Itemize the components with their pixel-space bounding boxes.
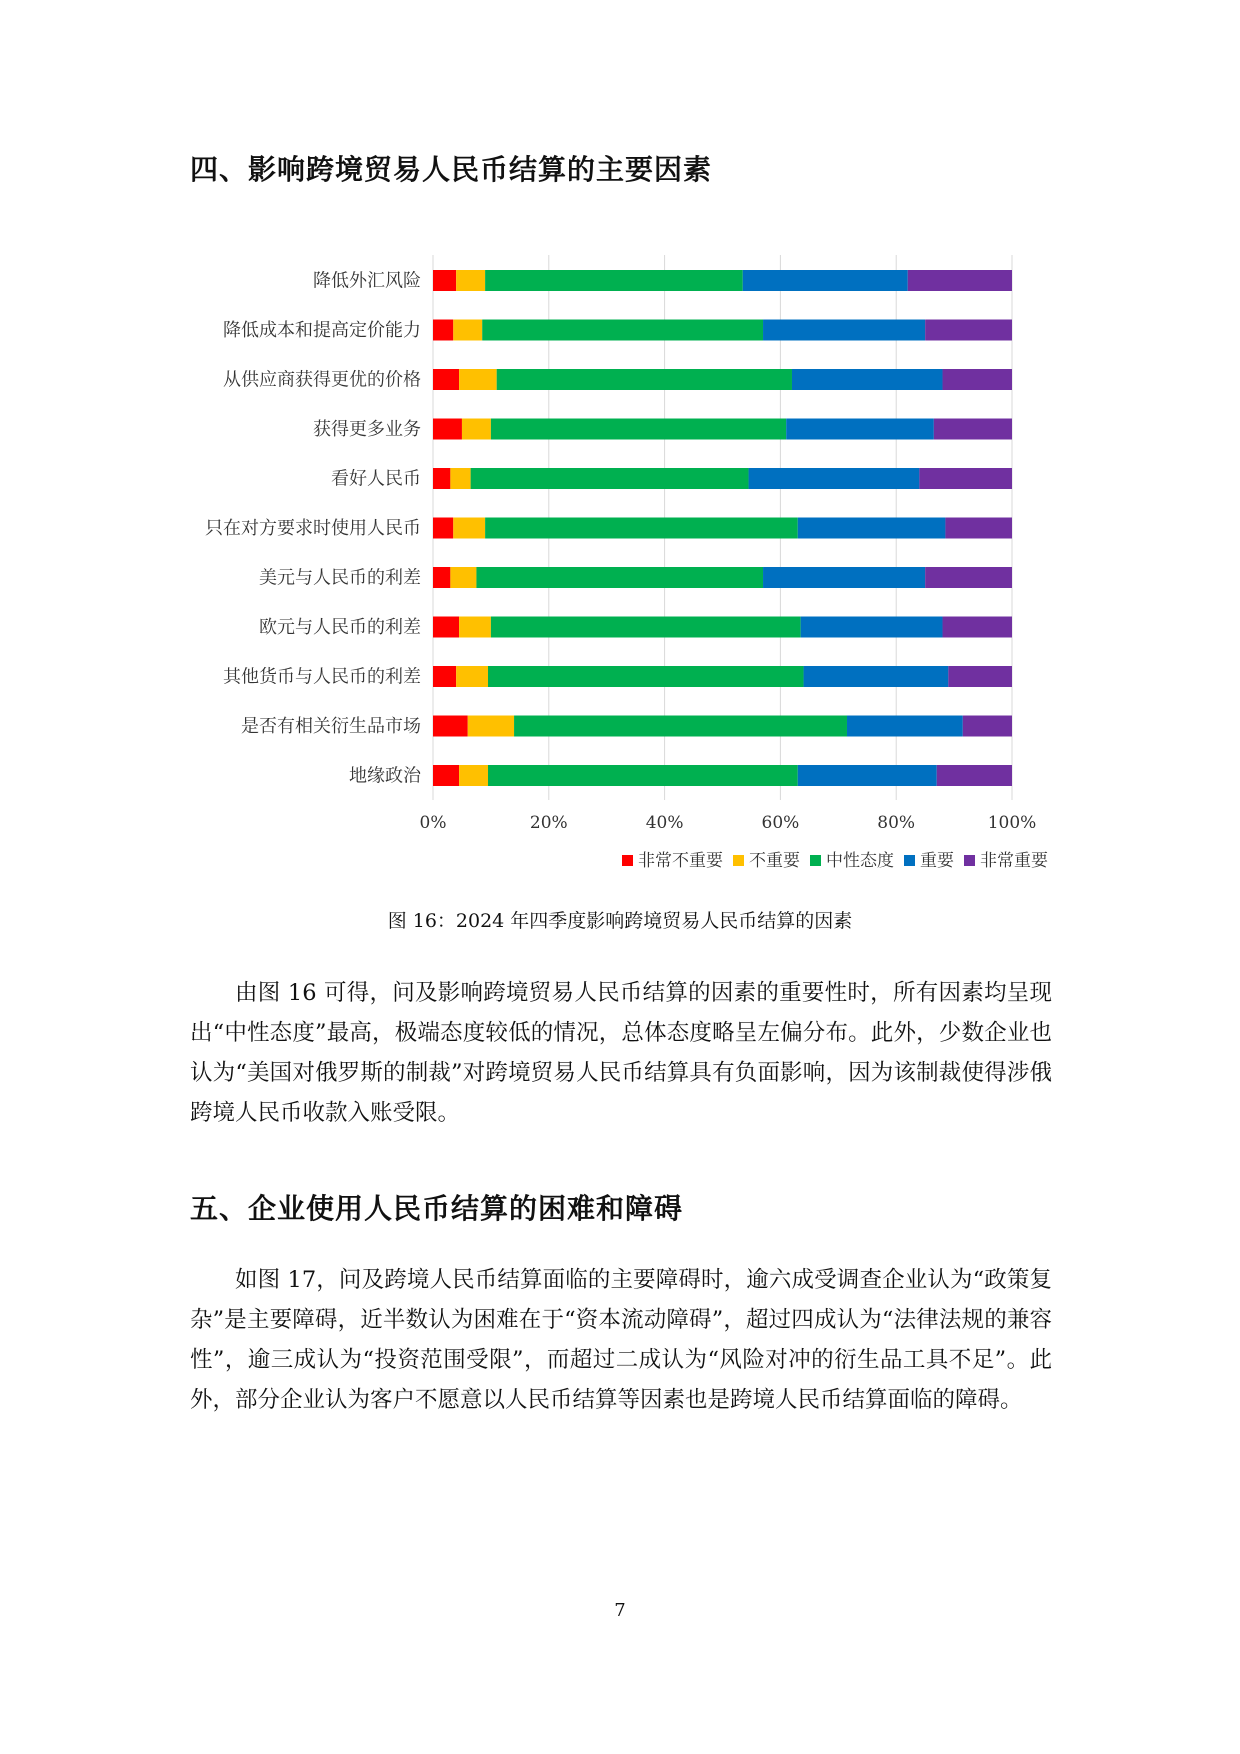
bar-segment [925,567,1012,588]
bar-segment [433,369,459,390]
bar-segment [963,716,1012,737]
legend-swatch [733,855,744,866]
x-tick-label: 40% [645,813,684,833]
x-tick-label: 0% [419,813,447,833]
chart-legend [622,851,1048,871]
bar-segment [433,270,456,291]
bar-segment [453,320,482,341]
category-label: 降低外汇风险 [313,270,421,292]
bar-segment [468,716,514,737]
bar-segment [945,518,1012,539]
bar-segment [453,518,485,539]
bar-segment [943,369,1012,390]
bar-segment [476,567,763,588]
bar-segment [804,666,949,687]
figure-16-caption: 图 16：2024 年四季度影响跨境贸易人民币结算的因素 [387,910,853,932]
legend-label: 不重要 [749,851,800,871]
x-tick-label: 20% [529,813,568,833]
bar-segment [798,518,946,539]
bar-segment [749,468,920,489]
bar-segment [433,617,459,638]
bar-segment [433,419,462,440]
legend-swatch [622,855,633,866]
bar-segment [433,518,453,539]
bar-segment [488,765,798,786]
bar-segment [801,617,943,638]
bar-segment [459,765,488,786]
bar-segment [471,468,749,489]
bar-segment [491,617,801,638]
category-label: 美元与人民币的利差 [259,567,421,589]
x-tick-label: 80% [877,813,916,833]
paragraph-obstacles: 如图 17，问及跨境人民币结算面临的主要障碍时，逾六成受调查企业认为“政策复杂”是主要障碍，近半数认为困难在于“资本流动障碍”，超过四成认为“法律法规的兼容性”，逾三成认为“投资范围受限”，而超过二成认为“风险对冲的衍生品工具不足”。此外，部分企业认为客户不愿意以人民币结算等因素也是跨境人民币结算面临的障碍。 [190,1267,1052,1413]
bar-segment [462,419,491,440]
bar-segment [763,320,925,341]
page-number: 7 [614,1600,626,1621]
bar-segment [433,468,450,489]
category-label: 其他货币与人民币的利差 [223,666,421,688]
paragraph-figure-16-analysis: 由图 16 可得，问及影响跨境贸易人民币结算的因素的重要性时，所有因素均呈现出“中性态度”最高，极端态度较低的情况，总体态度略呈左偏分布。此外，少数企业也认为“美国对俄罗斯的制裁”对跨境贸易人民币结算具有负面影响，因为该制裁使得涉俄跨境人民币收款入账受限。 [190,980,1052,1126]
legend-swatch [964,855,975,866]
bar-segment [908,270,1012,291]
x-tick-label: 100% [987,813,1037,833]
bar-segment [450,468,470,489]
legend-label: 非常不重要 [638,851,723,871]
bar-segment [786,419,934,440]
bar-segment [456,270,485,291]
category-label: 降低成本和提高定价能力 [223,320,421,341]
bar-segment [459,617,491,638]
bar-segment [943,617,1012,638]
bar-segment [919,468,1012,489]
legend-label: 中性态度 [826,851,894,871]
bar-segment [450,567,476,588]
bar-segment [488,666,804,687]
bar-segment [433,567,450,588]
legend-label: 非常重要 [980,851,1048,871]
bar-segment [433,320,453,341]
bar-segment [743,270,908,291]
x-tick-label: 60% [761,813,800,833]
category-label: 欧元与人民币的利差 [259,617,421,638]
category-label: 看好人民币 [331,468,421,490]
bar-segment [459,369,497,390]
bar-segment [934,419,1012,440]
chart-bars [433,270,1012,786]
bar-segment [798,765,937,786]
legend-swatch [904,855,915,866]
bar-segment [482,320,763,341]
chart-category-labels [205,271,422,787]
bar-segment [433,765,459,786]
section-4-heading: 四、影响跨境贸易人民币结算的主要因素 [190,153,713,186]
bar-segment [497,369,792,390]
bar-segment [847,716,963,737]
category-label: 获得更多业务 [313,419,421,440]
bar-segment [937,765,1012,786]
category-label: 从供应商获得更优的价格 [223,369,421,391]
category-label: 只在对方要求时使用人民币 [205,518,421,539]
legend-swatch [810,855,821,866]
bar-segment [485,518,798,539]
bar-segment [491,419,786,440]
category-label: 是否有相关衍生品市场 [241,716,421,737]
bar-segment [456,666,488,687]
bar-segment [792,369,943,390]
legend-label: 重要 [920,851,954,871]
bar-segment [433,716,468,737]
bar-segment [485,270,743,291]
bar-segment [763,567,925,588]
category-label: 地缘政治 [349,765,421,787]
bar-segment [925,320,1012,341]
bar-segment [514,716,847,737]
bar-segment [433,666,456,687]
section-5-heading: 五、企业使用人民币结算的困难和障碍 [190,1192,684,1225]
chart-x-tick-labels [420,813,1037,833]
bar-segment [948,666,1012,687]
